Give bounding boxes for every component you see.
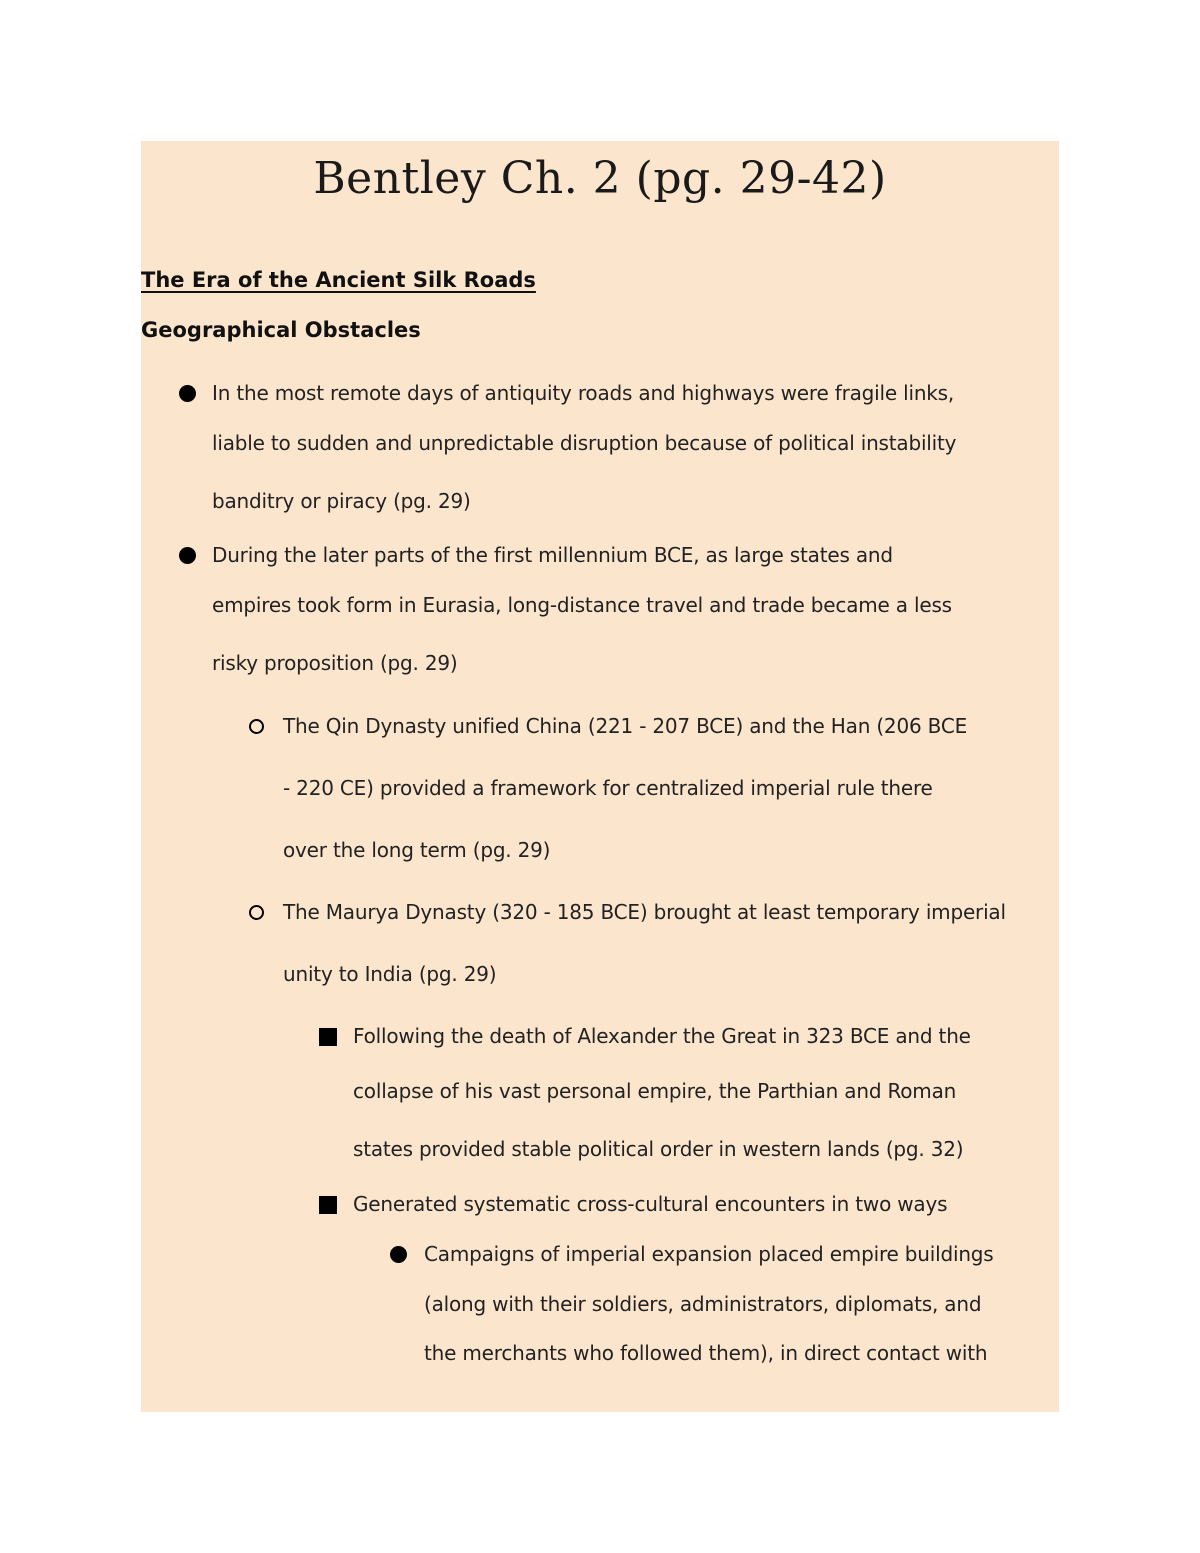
section-heading: The Era of the Ancient Silk Roads	[141, 268, 536, 292]
document-title: Bentley Ch. 2 (pg. 29-42)	[313, 153, 887, 204]
list-item-line: states provided stable political order in western lands (pg. 32)	[353, 1137, 964, 1161]
circle-bullet-icon	[249, 719, 264, 734]
list-item-line: The Qin Dynasty unified China (221 - 207 BCE) and the Han (206 BCE	[283, 714, 968, 738]
disc-bullet-icon	[390, 1246, 407, 1263]
list-item-line: The Maurya Dynasty (320 - 185 BCE) brought at least temporary imperial	[283, 900, 1006, 924]
list-item-line: the merchants who followed them), in direct contact with	[424, 1341, 988, 1365]
list-item-line: Generated systematic cross-cultural encounters in two ways	[353, 1192, 948, 1216]
square-bullet-icon	[319, 1028, 337, 1046]
list-item-line: empires took form in Eurasia, long-distance travel and trade became a less	[212, 593, 952, 617]
subheading: Geographical Obstacles	[141, 318, 421, 342]
square-bullet-icon	[319, 1196, 337, 1214]
list-item-line: Following the death of Alexander the Great in 323 BCE and the	[353, 1024, 971, 1048]
list-item-line: (along with their soldiers, administrators, diplomats, and	[424, 1292, 982, 1316]
disc-bullet-icon	[179, 385, 196, 402]
disc-bullet-icon	[179, 547, 196, 564]
list-item-line: liable to sudden and unpredictable disruption because of political instability	[212, 431, 957, 455]
document-page	[141, 141, 1059, 1412]
list-item-line: Campaigns of imperial expansion placed empire buildings	[424, 1242, 994, 1266]
list-item-line: risky proposition (pg. 29)	[212, 651, 458, 675]
list-item-line: unity to India (pg. 29)	[283, 962, 497, 986]
circle-bullet-icon	[249, 905, 264, 920]
list-item-line: In the most remote days of antiquity roads and highways were fragile links,	[212, 381, 955, 405]
list-item-line: over the long term (pg. 29)	[283, 838, 551, 862]
list-item-line: - 220 CE) provided a framework for centralized imperial rule there	[283, 776, 933, 800]
list-item-line: banditry or piracy (pg. 29)	[212, 489, 471, 513]
list-item-line: collapse of his vast personal empire, the Parthian and Roman	[353, 1079, 957, 1103]
list-item-line: During the later parts of the first millennium BCE, as large states and	[212, 543, 893, 567]
